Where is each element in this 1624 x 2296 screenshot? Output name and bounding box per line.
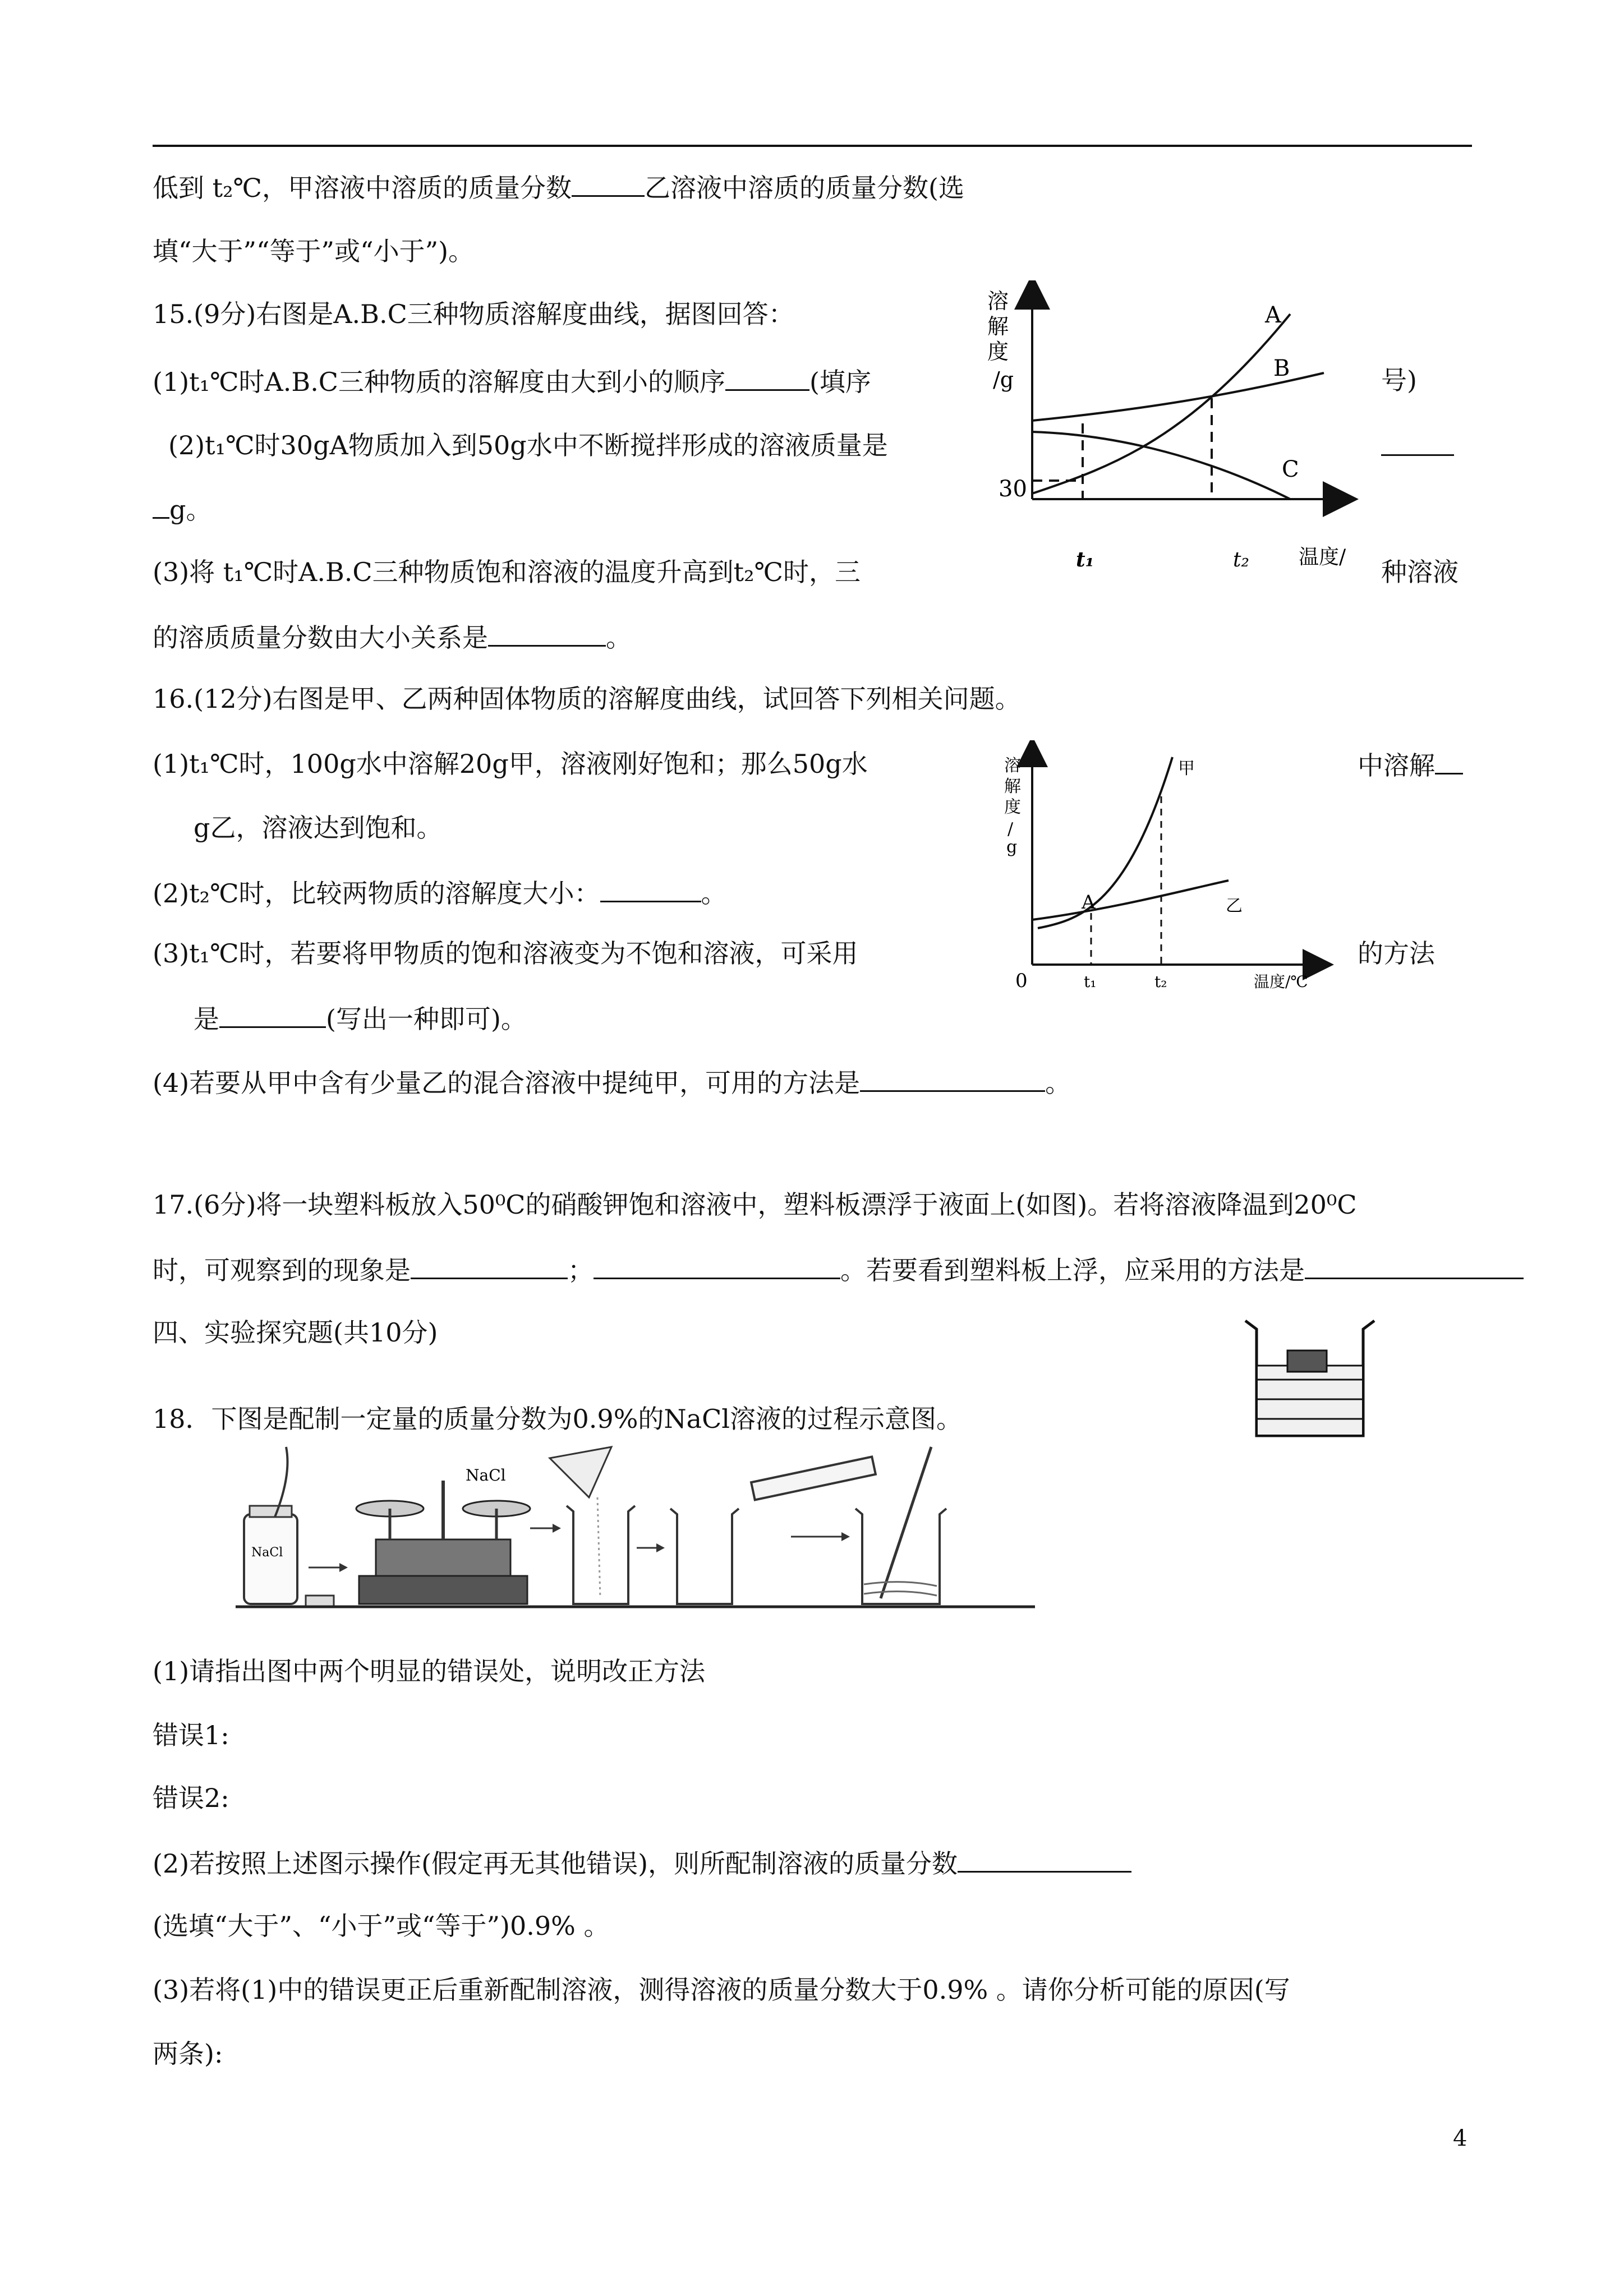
beaker-2	[670, 1509, 739, 1604]
q16-part1: (1)t₁℃时，100g水中溶解20g甲，溶液刚好饱和；那么50g水	[153, 749, 868, 779]
q14-line2: 填“大于”“等于”或“小于”)。	[153, 236, 475, 266]
stopper	[306, 1596, 334, 1607]
q18-part2: (2)若按照上述图示操作(假定再无其他错误)，则所配制溶液的质量分数	[153, 1845, 1131, 1880]
q17-line1: 17.(6分)将一块塑料板放入50⁰C的硝酸钾饱和溶液中，塑料板漂浮于液面上(如图)。若将溶液降温到20⁰C	[153, 1190, 1357, 1220]
q18-title: 18．下图是配制一定量的质量分数为0.9%的NaCl溶液的过程示意图。	[153, 1404, 962, 1434]
nacl-solution-preparation-figure	[230, 1436, 1038, 1615]
q15-part3: (3)将 t₁℃时A.B.C三种物质饱和溶液的温度升高到t₂℃时，三	[153, 557, 861, 587]
page-number: 4	[1453, 2126, 1467, 2151]
curve-jia	[1038, 757, 1172, 928]
q17-line2: 时，可观察到的现象是 ； 。若要看到塑料板上浮，应采用的方法是	[153, 1252, 1524, 1287]
label-jia: 甲	[1178, 759, 1195, 778]
label-A: A	[1265, 302, 1281, 328]
q15-part3-cont: 的溶质质量分数由大小关系是 。	[153, 619, 632, 654]
curve-yi	[1032, 880, 1229, 920]
tick-t1: t₁	[1084, 972, 1097, 991]
y-label-4: /	[1007, 819, 1014, 839]
tick-30: 30	[999, 476, 1027, 502]
header-rule	[153, 145, 1472, 147]
q16-title: 16.(12分)右图是甲、乙两种固体物质的溶解度曲线，试回答下列相关问题。	[153, 684, 1021, 714]
y-label-3: 度	[1004, 797, 1021, 817]
glass-rod	[881, 1447, 931, 1598]
q18-part3: (3)若将(1)中的错误更正后重新配制溶液，测得溶液的质量分数大于0.9% 。请你分析可能的原因(写	[153, 1975, 1290, 2005]
tick-t1: t₁	[1076, 548, 1094, 571]
q15-part3-end: 种溶液	[1381, 557, 1459, 587]
q15-part1: (1)t₁℃时A.B.C三种物质的溶解度由大到小的顺序 (填序	[153, 363, 871, 399]
q18-error2: 错误2:	[153, 1783, 229, 1813]
y-label-1: 溶	[1004, 756, 1021, 776]
y-label-4: /g	[993, 367, 1014, 392]
y-label-1: 溶	[987, 289, 1009, 313]
q16-part1-cont: g乙，溶液达到饱和。	[194, 813, 443, 843]
label-B: B	[1273, 356, 1290, 381]
q15-part2: (2)t₁℃时30gA物质加入到50g水中不断搅拌形成的溶液质量是	[168, 430, 888, 460]
q14-line1: 低到 t₂℃，甲溶液中溶质的质量分数 乙溶液中溶质的质量分数(选	[153, 169, 964, 205]
label-yi: 乙	[1226, 896, 1243, 916]
jar-label: NaCl	[251, 1546, 283, 1560]
label-C: C	[1282, 457, 1299, 482]
q15-part2-blank	[1381, 428, 1454, 464]
q18-part1: (1)请指出图中两个明显的错误处，说明改正方法	[153, 1656, 706, 1686]
beaker-3	[855, 1509, 946, 1604]
q15-solubility-chart	[976, 280, 1369, 594]
beaker-floating-board-figure	[1234, 1312, 1380, 1447]
q16-part4: (4)若要从甲中含有少量乙的混合溶液中提纯甲，可用的方法是 。	[153, 1064, 1071, 1100]
tick-t2: t₂	[1154, 972, 1167, 991]
label-A: A	[1082, 891, 1096, 914]
graduated-cylinder	[751, 1456, 876, 1500]
plastic-board	[1287, 1350, 1327, 1372]
q15-title: 15.(9分)右图是A.B.C三种物质溶解度曲线，据图回答：	[153, 299, 794, 329]
x-label: 温度/	[1299, 546, 1346, 569]
q16-part3-end: 的方法	[1358, 938, 1435, 969]
q16-part2: (2)t₂℃时，比较两物质的溶解度大小： 。	[153, 875, 727, 910]
q16-solubility-chart	[993, 740, 1341, 998]
curve-C	[1032, 432, 1290, 499]
y-label-2: 解	[1004, 777, 1021, 796]
balance-nacl-label: NaCl	[466, 1466, 506, 1484]
y-label-5: g	[1006, 837, 1018, 857]
q18-error1: 错误1:	[153, 1720, 229, 1750]
q18-part2-cont: (选填“大于”、“小于”或“等于”)0.9% 。	[153, 1911, 610, 1941]
q16-part3-cont: 是 (写出一种即可)。	[194, 1001, 527, 1036]
x-label: 温度/℃	[1254, 972, 1308, 991]
balance-base	[359, 1576, 527, 1604]
q16-part3: (3)t₁℃时，若要将甲物质的饱和溶液变为不饱和溶液，可采用	[153, 938, 858, 969]
y-label-2: 解	[987, 314, 1009, 339]
q15-part1-end: 号)	[1381, 365, 1417, 395]
weighing-paper	[550, 1447, 611, 1497]
origin: 0	[1015, 970, 1028, 992]
tick-t2: t₂	[1233, 548, 1249, 571]
section-4-title: 四、实验探究题(共10分)	[153, 1317, 438, 1348]
q18-part3-cont: 两条):	[153, 2039, 223, 2069]
q16-part1-end: 中溶解	[1358, 747, 1463, 782]
y-label-3: 度	[987, 339, 1009, 364]
q15-part2-end: g。	[153, 491, 211, 527]
